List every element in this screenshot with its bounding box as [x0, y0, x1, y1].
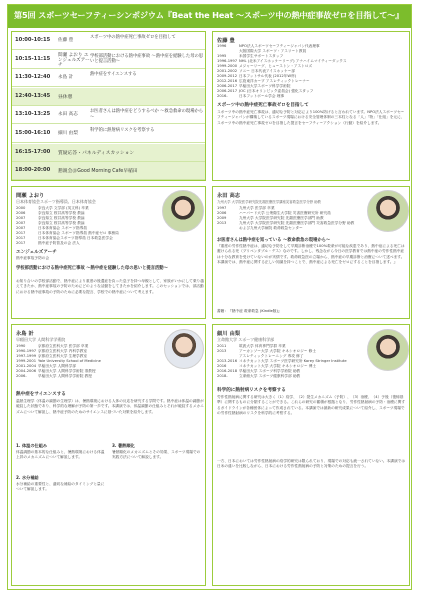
nagashima-sub3-text: 暑熱順化のメカニズムとその効果、スポーツ現場での実践方法について解説します。 [112, 450, 201, 460]
history-text: 奈良大学 文学部 (英文科) 卒業 [38, 206, 89, 210]
history-year: 2007 [16, 226, 26, 230]
speaker-mase-box [11, 186, 206, 319]
schedule-speaker: 間瀬 よおり エンジェルズアーチ [58, 52, 90, 69]
history-entry [16, 374, 101, 379]
history-text: 日本体育協会 スポーツ指導員 熱中症ゼロ 事務局 [38, 231, 119, 235]
history-year: 2018- [217, 374, 228, 378]
sato-name: 佐藤 豊 [217, 38, 235, 44]
speaker-nagashima-box [11, 324, 206, 586]
history-text: 奈良県立 桜井高等学校 教諭 [38, 221, 85, 225]
mase-affiliation: 日本体育協会スポーツ指導員、日本体育協会 [16, 199, 96, 204]
history-text: ハーバード大学 公衆衛生大学院 災害医療研究所 研究員 [239, 211, 331, 215]
history-year: 2001-2002 [217, 69, 238, 73]
history-text: 大阪国際大学 スポーツ・アスリート教員 [239, 49, 307, 53]
history-text: JOC (日本オリンピック委員会) 強化スタッフ [239, 89, 314, 93]
hosokawa-name: 細川 由梨 [217, 331, 241, 337]
history-text: 京都府立医科大学 医学部 卒業 [38, 344, 89, 348]
history-year: 2004-2006 [16, 369, 37, 373]
nagashima-affiliation: 早稲田大学 人間科学学術院 [16, 337, 66, 342]
hosokawa-affiliation: 立命館大学 スポーツ健康科学部 [217, 337, 275, 342]
nagata-affiliation: 九州大学 大学院医学研究院先端医療医学講座災害救急医学分野 助教 [217, 200, 321, 204]
history-text: 日本フットボール学会 理事 [239, 94, 285, 98]
history-text: 米国学生サポートスタッフ [239, 54, 284, 58]
history-text: アーカンソー大学 大学院 キネシオロジー 修士 [239, 349, 317, 353]
nagashima-sub1-text: 体温調節の基本的な仕組みと、暑熱環境における体温上昇のメカニズムについて解説します。 [16, 450, 105, 460]
speaker-hosokawa-box [212, 324, 410, 586]
history-year: 2017 [16, 241, 26, 245]
nagashima-sub2-text: 水分補給の重要性と、適切な補給のタイミングと量について解説します。 [16, 482, 105, 492]
history-text: 京都府立医科大学 内科学教室 [38, 349, 88, 353]
history-text: NPO法人スポーツセーフティージャパン代表理事 [239, 44, 320, 48]
title-banner [8, 5, 411, 28]
history-text: 早稲田大学 スポーツ科学学術院 助教 [239, 369, 301, 373]
history-entry [217, 374, 347, 379]
schedule-event: 懇親会＠Good Morning Cafe早稲田 [58, 169, 138, 175]
schedule-time: 10:00-10:15 [15, 37, 51, 43]
mase-section-title: 学校部活動における熱中症死亡事故 ～熱中症を経験した母の思いと提言活動～ [16, 266, 168, 271]
history-year: 2006- [16, 374, 27, 378]
history-text: 早稲田大学スポーツ科学学術院 [239, 84, 291, 88]
history-year: 2006 [16, 211, 26, 215]
history-text: 早稲田大学 人間科学部 [38, 364, 77, 368]
history-year: 2000 [16, 206, 26, 210]
speaker-nagata-box [212, 186, 410, 319]
schedule-row [12, 88, 205, 106]
history-text: 京都府立医科大学 生理学教室 [38, 354, 88, 358]
history-text: 奈良県立 桜井高等学校 教諭 [38, 211, 85, 215]
history-text: 奈良県立 桜井高等学校 教諭 [38, 216, 85, 220]
mase-name: 間瀬 よおり [16, 193, 45, 199]
sato-history [217, 44, 347, 99]
schedule-topic: 科学的に熱射病リスクを考察する [90, 128, 155, 133]
schedule-speaker: 永田 高志 [58, 112, 78, 118]
mase-org-sub: 熱中症事故予防の会 [16, 256, 50, 260]
history-year: 1997-1999 [16, 354, 37, 358]
nagashima-section-title: 熱中症をサイエンスする [16, 392, 66, 397]
nagashima-photo [164, 329, 204, 369]
history-text: 広島東洋カープ アスレティックトレーナー [239, 79, 310, 83]
history-year: 2013 [217, 221, 227, 225]
banner-title: 第5回 スポーツセーフティーシンポジウム『Beat the Heat ～スポーツ中の熱中症事故ゼロを目指して～』 [14, 10, 404, 20]
mase-photo [162, 190, 204, 232]
history-text: 日本体育協会スポーツ指導員 日本救急医学会 [38, 236, 113, 240]
history-year: 2016 [217, 364, 227, 368]
hosokawa-photo [367, 329, 409, 371]
schedule-row [12, 32, 205, 50]
history-year: 1996 [217, 44, 227, 48]
history-year: 2017 [16, 231, 26, 235]
schedule-time: 13:10-13:25 [15, 111, 51, 118]
history-text: Yale University School of Medicine [38, 359, 101, 363]
history-year: 2006-2017 [217, 89, 238, 93]
sato-section-text: スポーツ中の熱中症死亡事故は、適切な予防と対応により100%防げると言われています。NPO法人スポーツセーフティージャパンが構築しているスポーツ現場における安全管理体制の三本柱となる「人」「物」「仕組」を元に、スポーツ中の熱中症死亡事故ゼロを目指した提言をセーフティーアクション（行動）を紹介します。 [217, 110, 405, 125]
schedule-event: 質疑応答・パネルディスカッション [58, 150, 135, 156]
schedule-topic: スポーツ中の熱中症死亡事故ゼロを目指して [90, 35, 176, 40]
history-text: 早稲田大学 人間科学学術院 教授 [38, 374, 92, 378]
history-year: 2017 [16, 236, 26, 240]
schedule-topic: お医者さんは熱中症をどうするべか ～救急救命の現場から～ [90, 109, 204, 120]
schedule-row [12, 69, 205, 87]
schedule-time: 10:15-11:15 [15, 55, 51, 62]
schedule-time: 16:15-17:00 [15, 148, 51, 155]
nagata-history [217, 206, 354, 231]
schedule-row [12, 144, 205, 162]
schedule-speaker: 永島 計 [58, 75, 74, 81]
history-year: 2006-2017 [217, 84, 238, 88]
mase-org: エンジェルズアーチ [16, 250, 57, 255]
history-text: NHL (北米アイスホッケーリーグ) アナハイムマイティーダックス [239, 59, 347, 63]
history-year: 1990 [16, 344, 26, 348]
mase-section-text: お知り合いの学校部活動で、熱中症により重度の後遺症を負った息子を持つ母親として、家族がいかにして乗り越えてきたか、熱中症事故の予防のためにどのような活動をしてきたかを紹介します。このセッションでは、部活動における熱中症事故の予防のために必要な提言、学校での熱中症について考えます。 [16, 279, 204, 294]
schedule-event: 昼休憩 [58, 94, 73, 100]
schedule-time: 18:00-20:00 [15, 167, 51, 174]
history-year: 2011 [217, 344, 227, 348]
schedule-topic: 学校部活動における熱中症事故 ～熱中症を経験した母の思いと提言活動～ [90, 53, 204, 64]
nagashima-sub2-title: 2. 水分補給 [16, 475, 39, 480]
nagata-name: 永田 高志 [217, 193, 241, 199]
schedule-time: 12:40-13:45 [15, 92, 51, 99]
sato-section-title: スポーツ中の熱中症死亡事故ゼロを目指して [217, 103, 309, 108]
speaker-sato-box [212, 31, 410, 181]
history-text: コネチカット大学 スポーツ医学研究所 Korey Stringer Institute [239, 359, 347, 363]
history-text: アスレティックトレーニング 専攻 修了 [239, 354, 304, 358]
history-text: 立命館大学 スポーツ健康科学部 助教 [239, 374, 301, 378]
history-year: 2001-2004 [16, 364, 37, 368]
nagata-photo [367, 190, 409, 232]
history-text: 日本体育協会 スポーツ指導員 [38, 226, 87, 230]
history-year: 2009 [217, 216, 227, 220]
history-text: 九州大学 大学院医学研究院 先端医療医学部門 災害救急医学分野 助教 [239, 221, 355, 225]
history-year: 2013-2016 [217, 359, 238, 363]
hosokawa-history [217, 344, 347, 379]
flyer-page [7, 4, 412, 590]
history-year: 1999-2001 [16, 359, 37, 363]
history-year: 1990-1997 [16, 349, 37, 353]
history-text: ソニー 日本代表アイスホッケー部 [239, 69, 296, 73]
history-year: 1996-1997 [217, 59, 238, 63]
mase-history [16, 206, 119, 246]
schedule-row [12, 51, 205, 69]
schedule-row [12, 162, 205, 180]
nagashima-sub3-title: 3. 暑熱順化 [112, 443, 135, 448]
schedule-speaker: 佐藤 豊 [58, 38, 74, 43]
nagashima-section-text: 温熱生理学（体温の調節の生理学）は、暑熱環境における人体の反応を研究する学問です。熱中症は体温の調節が破綻した状態であり、科学的な理解が予防の第一歩です。本講演では、体温調節の仕組みとそれが破綻するメカニズムについて解説し、熱中症予防のためのサイエンスに基づいた対策を紹介します。 [16, 399, 204, 414]
history-text: メジャーリーグ、ヒューストン・アストロズ [239, 64, 313, 68]
history-entry [217, 94, 347, 99]
schedule-time: 15:00-16:10 [15, 130, 51, 136]
history-text: 早稲田大学 人間科学学術院 准教授 [38, 369, 96, 373]
history-year: 2016-2018 [217, 369, 238, 373]
nagashima-history [16, 344, 101, 379]
history-text: 日本フットサル代表 (2012年W杯) [239, 74, 297, 78]
history-year: 1997 [217, 206, 227, 210]
history-year: 2013 [217, 349, 227, 353]
history-year: 2009-2012 [217, 74, 238, 78]
nagata-section-title: お医者さんは熱中症を知っている ～救命救急の現場から～ [217, 238, 331, 243]
history-year: 1999-2000 [217, 64, 238, 68]
schedule-topic: 熱中症をサイエンスする [90, 72, 137, 78]
history-year: 2007 [16, 221, 26, 225]
nagata-book: 書籍：『熱中症 救命救急 (Kindle版)』 [217, 309, 282, 313]
schedule-time: 11:30-12:40 [15, 74, 51, 81]
history-text: 筑波大学 体育専門学群 卒業 [239, 344, 286, 348]
history-year: 2006 [217, 211, 227, 215]
history-text: 九州大学 医学部 卒業 [239, 206, 275, 210]
hosokawa-section-title: 科学的に熱射病リスクを考察する [217, 388, 286, 393]
history-year: 2016- [217, 94, 228, 98]
schedule-box [11, 31, 206, 181]
history-year: 2012-2016 [217, 79, 238, 83]
schedule-row [12, 106, 205, 124]
nagashima-name: 永島 計 [16, 331, 34, 337]
history-entry [217, 226, 354, 231]
history-text: 九州大学 大学院医学研究院 先端医療医学部門 助教 [239, 216, 324, 220]
hosokawa-section-text-2: 一方、日本においては労作性熱射病の疫学的研究は限られており、現場での対応も統一されていない。本講演では日米の違いを比較しながら、日本における労作性熱射病の予防と対策のための提言を行う。 [217, 459, 406, 469]
history-year: 1995 [217, 54, 227, 58]
history-entry [16, 241, 119, 246]
schedule-speaker: 細川 由梨 [58, 131, 78, 136]
history-text: 熱中症予防普及の会 法人 [38, 241, 80, 245]
history-year: 2007 [16, 216, 26, 220]
history-text: コネチカット大学 大学院 キネシオロジー 博士 [239, 364, 317, 368]
schedule-row [12, 125, 205, 143]
nagata-section-text: 『重度の労作性熱中症は、適切な予防をして早期診断治療で100%救命が可能な疾患であり、熱中症による死亡は避けられる死（プリベンタブル・デス）なのです。しかし、残念ながら今日の医学教育では熱中症の労作性熱中症は十分な教育を受けていないのが実情です。救命救急医の立場から、熱中症の早期診断と治療について述べます。本講演では、熱中症に関する正しい知識を持つことで、熱中症による死亡をゼロにすることを目指します。』 [217, 244, 405, 264]
hosokawa-section-text: 労作性熱射病に関する研究は大きく（1）疫学、（2）発生メカニズム（予防）、（3）治療、（4）予後（復帰基準）に関するものに分類することができる。これらの研究の蓄積が根拠となり、労作性熱射病の予防・治療に関するガイドラインが各種団体によって作成されている。本講演では最新の研究成果について紹介し、スポーツ現場での労作性熱射病のリスクを科学的に考察する。 [217, 395, 406, 415]
history-text: および九州大学病院 救命救急センター [239, 226, 303, 230]
nagashima-sub1-title: 1. 体温の仕組み [16, 443, 48, 448]
